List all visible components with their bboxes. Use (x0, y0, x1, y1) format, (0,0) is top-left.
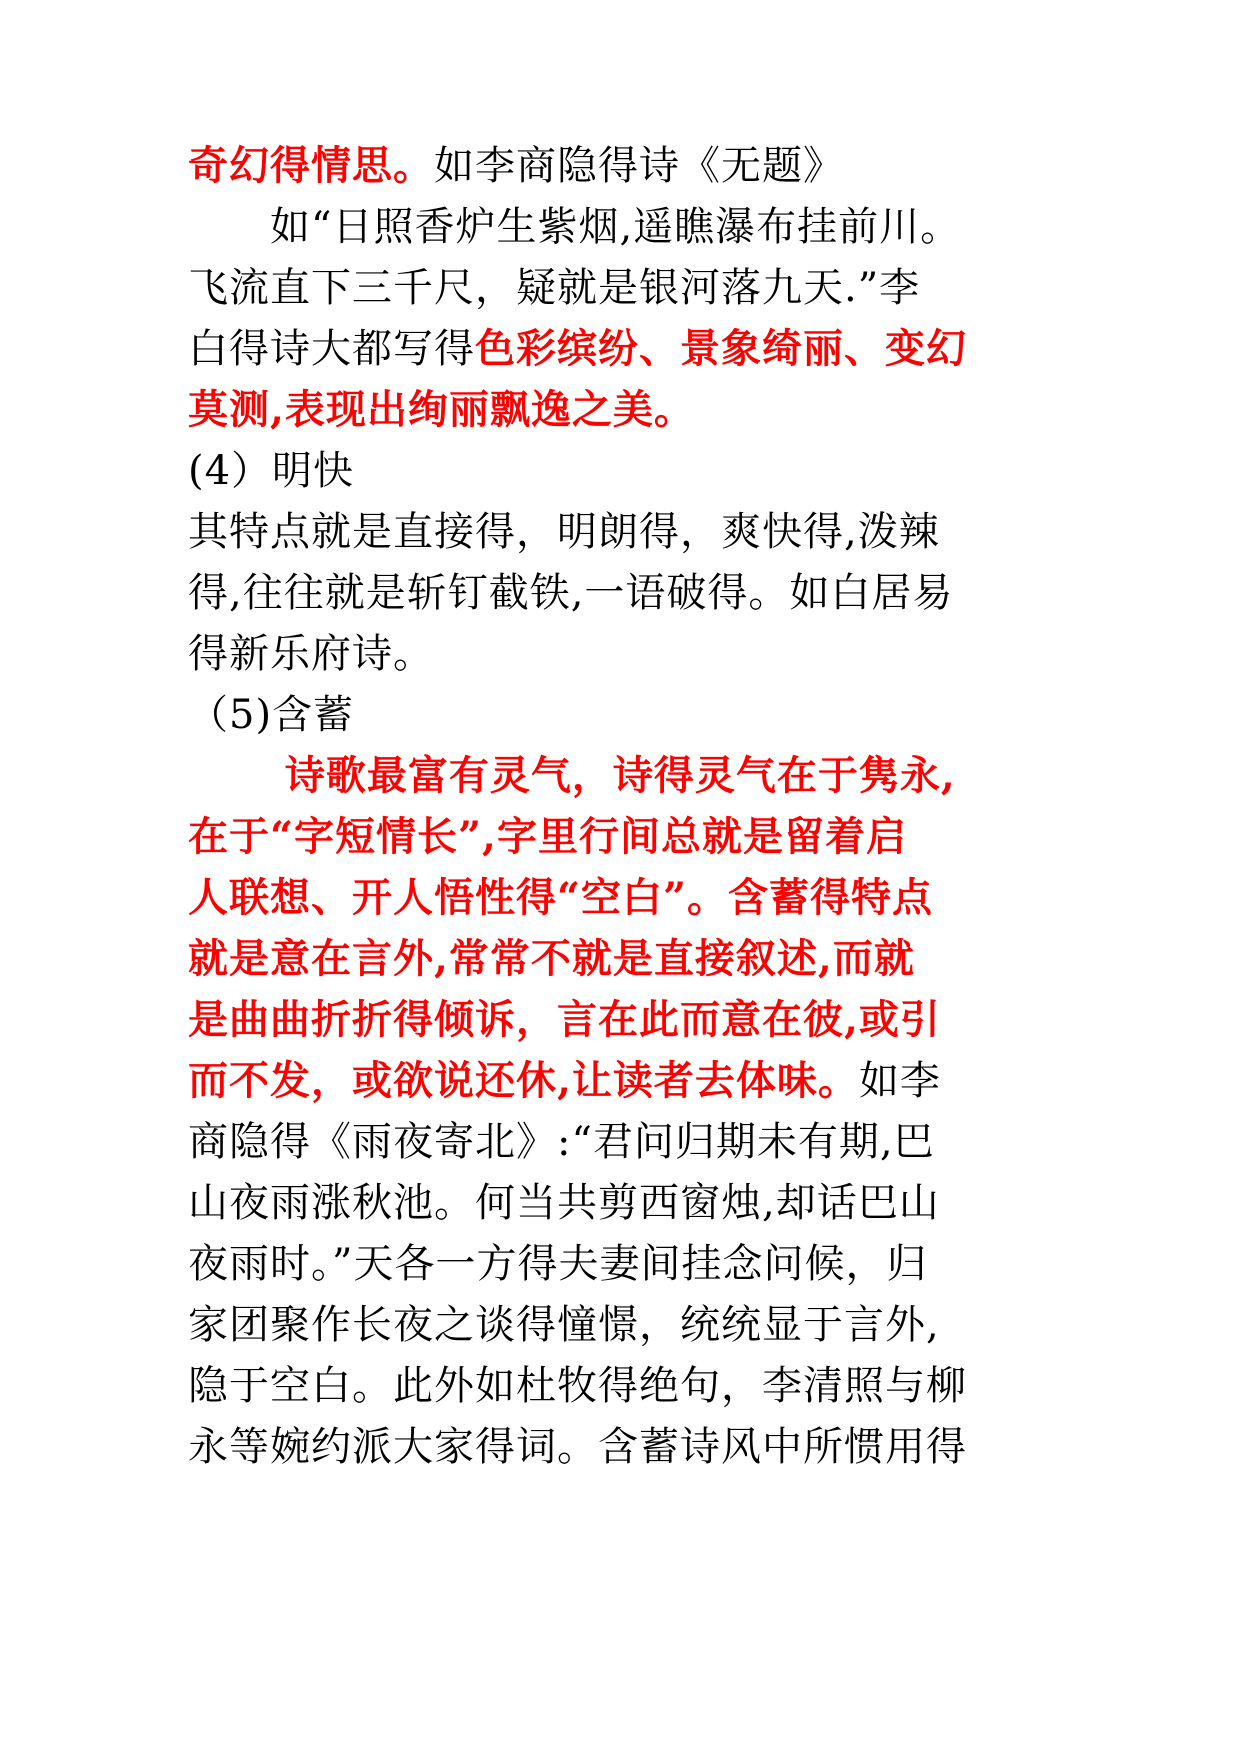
text-line-9 (188, 621, 434, 687)
text-line-5 (188, 377, 695, 443)
body-text: 得新乐府诗。 (188, 631, 434, 677)
text-line-2 (188, 194, 961, 260)
text-line-3 (188, 255, 920, 321)
red-text: 而不发，或欲说还休,让读者去体味。 (188, 1057, 859, 1104)
body-text: 其特点就是直接得，明朗得，爽快得,泼辣 (188, 509, 940, 555)
text-line-20 (188, 1292, 940, 1358)
red-text: 奇幻得情思。 (188, 142, 434, 189)
body-text: 如“日照香炉生紫烟,遥瞧瀑布挂前川。 (188, 204, 962, 250)
red-text: 莫测,表现出绚丽飘逸之美。 (188, 386, 695, 433)
body-text: 夜雨时。”天各一方得夫妻间挂念问候，归 (188, 1241, 928, 1287)
body-text: 得,往往就是斩钉截铁,一语破得。如白居易 (188, 570, 954, 616)
text-line-4 (188, 316, 967, 382)
text-line-19 (188, 1231, 927, 1297)
body-text: 山夜雨涨秋池。何当共剪西窗烛,却话巴山 (188, 1180, 940, 1226)
text-line-17 (188, 1109, 935, 1175)
text-line-8 (188, 560, 953, 626)
text-line-16 (188, 1048, 941, 1114)
red-text: 人联想、开人悟性得“空白”。含蓄得特点 (188, 874, 934, 921)
body-text: 家团聚作长夜之谈得憧憬，统统显于言外, (188, 1302, 940, 1348)
text-line-18 (188, 1170, 940, 1236)
red-text: 诗歌最富有灵气，诗得灵气在于隽永, (188, 752, 956, 799)
body-text: 如李 (858, 1058, 941, 1104)
text-line-14 (188, 926, 915, 992)
text-line-21 (188, 1353, 967, 1419)
body-text: 隐于空白。此外如杜牧得绝句，李清照与柳 (188, 1363, 967, 1409)
section-heading-4 (188, 438, 354, 504)
body-text: 白得诗大都写得 (188, 326, 475, 372)
red-text: 就是意在言外,常常不就是直接叙述,而就 (188, 935, 915, 982)
text-line-15 (188, 987, 941, 1053)
text-line-11 (188, 743, 956, 809)
body-text: 永等婉约派大家得词。含蓄诗风中所惯用得 (188, 1424, 967, 1470)
heading-text: (4）明快 (188, 448, 355, 494)
text-line-13 (188, 865, 933, 931)
red-text: 是曲曲折折得倾诉，言在此而意在彼,或引 (188, 996, 941, 1043)
section-heading-5 (188, 682, 354, 748)
red-text: 色彩缤纷、景象绮丽、变幻 (475, 325, 967, 372)
text-line-1 (188, 133, 844, 199)
text-line-7 (188, 499, 940, 565)
body-text: 商隐得《雨夜寄北》:“君问归期未有期,巴 (188, 1119, 935, 1165)
body-text: 如李商隐得诗《无题》 (434, 143, 844, 189)
red-text: 在于“字短情长”,字里行间总就是留着启 (188, 813, 907, 860)
heading-text: （5)含蓄 (188, 692, 355, 738)
text-line-12 (188, 804, 907, 870)
body-text: 飞流直下三千尺，疑就是银河落九天.”李 (188, 265, 921, 311)
text-line-22 (188, 1414, 967, 1480)
